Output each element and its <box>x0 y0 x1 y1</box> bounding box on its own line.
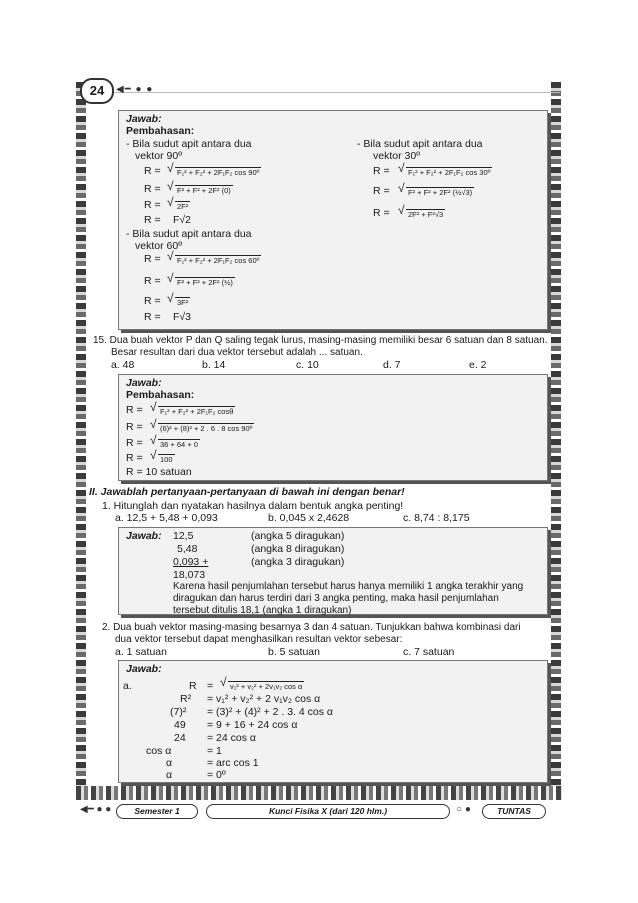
pembahasan-label: Pembahasan: <box>126 125 195 137</box>
number-line: 5,48 <box>177 543 198 555</box>
section-2-title: II. Jawablah pertanyaan-pertanyaan di bawah ini dengan benar! <box>89 486 405 498</box>
case-30-line1: - Bila sudut apit antara dua <box>357 138 483 150</box>
case-60-line1: - Bila sudut apit antara dua <box>126 228 252 240</box>
formula: √ 36 + 64 + 0 <box>158 439 200 449</box>
rhs: = arc cos 1 <box>207 757 259 769</box>
eq-r: R = <box>126 421 143 433</box>
rhs: = (3)² + (4)² + 2 . 3. 4 cos α <box>207 706 333 718</box>
explanation-line: tersebut ditulis 18,1 (angka 1 diragukan) <box>173 605 352 616</box>
formula: √ F₁² + F₂² + 2F₁F₂ cos 30º <box>406 167 492 177</box>
eq-r: R = <box>373 185 390 197</box>
book-title: Kunci Fisika X (dari 120 hlm.) <box>206 804 450 819</box>
q1-option-a: a. 12,5 + 5,48 + 0,093 <box>115 512 218 524</box>
rhs: = 1 <box>207 745 222 757</box>
question-2-line1: 2. Dua buah vektor masing-masing besarnya 3 dan 4 satuan. Tunjukkan bahwa kombinasi dari <box>102 622 521 633</box>
footer-arrow-dots-icon: ◀━ ● ● <box>80 804 112 815</box>
eq-r: R = <box>144 183 161 195</box>
case-60-line2: vektor 60º <box>135 240 183 252</box>
top-arrow-dots-icon: ◀━ ● ● <box>116 84 154 95</box>
formula: √ 2F² + F²√3 <box>406 209 445 219</box>
question-1-line: 1. Hitunglah dan nyatakan hasilnya dalam bentuk angka penting! <box>102 500 404 512</box>
jawab-label: Jawab: <box>126 530 162 542</box>
explanation-line: diragukan dan harus terdiri dari 3 angka penting, maka hasil penjumlahan <box>173 593 499 604</box>
formula: √ 100 <box>158 454 175 464</box>
number-line: 0,093 + <box>173 556 209 568</box>
q2-option-c: c. 7 satuan <box>403 646 455 658</box>
lhs: R <box>189 680 197 692</box>
rhs: = v₁² + v₂² + 2 v₁v₂ cos α <box>207 693 321 705</box>
case-30-line2: vektor 30º <box>373 150 421 162</box>
rhs: = 9 + 16 + 24 cos α <box>207 719 298 731</box>
formula: F√3 <box>173 311 192 323</box>
q1-option-c: c. 8,74 : 8,175 <box>403 512 470 524</box>
q2-option-b: b. 5 satuan <box>268 646 320 658</box>
rhs: = 0º <box>207 769 226 781</box>
lhs: α <box>166 757 173 769</box>
doubtful-note: (angka 3 diragukan) <box>251 556 345 568</box>
page-number: 24 <box>80 78 114 104</box>
question-15-line2: Besar resultan dari dua vektor tersebut adalah ... satuan. <box>111 347 363 358</box>
explanation-line: Karena hasil penjumlahan tersebut harus hanya memiliki 1 angka terakhir yang <box>173 581 524 592</box>
semester-label: Semester 1 <box>116 804 198 819</box>
jawab-label: Jawab: <box>126 377 162 389</box>
lhs: cos α <box>146 745 172 757</box>
formula: √ v₁² + v₂² + 2v₁v₂ cos α <box>228 681 304 691</box>
formula: √ F² + F² + 2F² (½) <box>175 277 235 287</box>
eq-r: R = <box>126 404 143 416</box>
eq-r: R = <box>144 165 161 177</box>
case-90-line1: - Bila sudut apit antara dua <box>126 138 252 150</box>
lhs: α <box>166 769 173 781</box>
doubtful-note: (angka 5 diragukan) <box>251 530 345 542</box>
eq-r: R = <box>373 165 390 177</box>
option-e: e. 2 <box>469 359 487 371</box>
formula: √ F² + F² + 2F² (½√3) <box>406 187 474 197</box>
eq-r: R = <box>144 311 161 323</box>
doubtful-note: (angka 8 diragukan) <box>251 543 345 555</box>
formula: √ 2F² <box>175 201 190 211</box>
left-decorative-border <box>76 82 86 792</box>
lhs: (7)² <box>170 706 187 718</box>
question-15-line1: 15. Dua buah vektor P dan Q saling tegak lurus, masing-masing memiliki besar 6 satuan dan 8 satuan. <box>93 335 548 346</box>
option-a: a. 48 <box>111 359 135 371</box>
right-decorative-border <box>551 82 561 792</box>
option-c: c. 10 <box>296 359 319 371</box>
part-a-label: a. <box>123 680 132 692</box>
rhs: = 24 cos α <box>207 732 256 744</box>
formula: √ 3F² <box>175 297 190 307</box>
formula: √ F² + F² + 2F² (0) <box>175 185 233 195</box>
option-b: b. 14 <box>202 359 226 371</box>
q2-option-a: a. 1 satuan <box>115 646 167 658</box>
jawab-label: Jawab: <box>126 113 162 125</box>
eq-r: R = <box>144 275 161 287</box>
q1-option-b: b. 0,045 x 2,4628 <box>268 512 350 524</box>
formula: √ (6)² + (8)² + 2 . 6 . 8 cos 90º <box>158 423 254 433</box>
lhs: 24 <box>174 732 186 744</box>
eq-r: R = <box>144 214 161 226</box>
question-2-line2: dua vektor tersebut dapat menghasilkan resultan vektor sebesar: <box>115 634 403 645</box>
top-rule <box>104 82 560 93</box>
pembahasan-label: Pembahasan: <box>126 389 195 401</box>
result-line: R = 10 satuan <box>126 466 192 478</box>
sum-result: 18,073 <box>173 569 206 581</box>
formula: √ F₁² + F₂² + 2F₁F₂ cosθ <box>158 406 235 416</box>
option-d: d. 7 <box>383 359 401 371</box>
lhs: R² <box>180 693 192 705</box>
eq-r: R = <box>373 207 390 219</box>
eq-r: R = <box>126 437 143 449</box>
eq-r: R = <box>144 253 161 265</box>
formula: √ F₁² + F₂² + 2F₁F₂ cos 60º <box>175 255 261 265</box>
footer-dots-icon: ○ ● <box>456 804 471 815</box>
case-90-line2: vektor 90º <box>135 150 183 162</box>
equals-sign: = <box>207 680 214 692</box>
eq-r: R = <box>144 295 161 307</box>
jawab-label: Jawab: <box>126 663 162 675</box>
brand-label: TUNTAS <box>482 804 546 819</box>
formula: F√2 <box>173 214 192 226</box>
bottom-decorative-band <box>76 786 562 800</box>
number-line: 12,5 <box>173 530 194 542</box>
formula: √ F₁² + F₂² + 2F₁F₂ cos 90º <box>175 167 261 177</box>
lhs: 49 <box>174 719 186 731</box>
eq-r: R = <box>126 452 143 464</box>
eq-r: R = <box>144 199 161 211</box>
